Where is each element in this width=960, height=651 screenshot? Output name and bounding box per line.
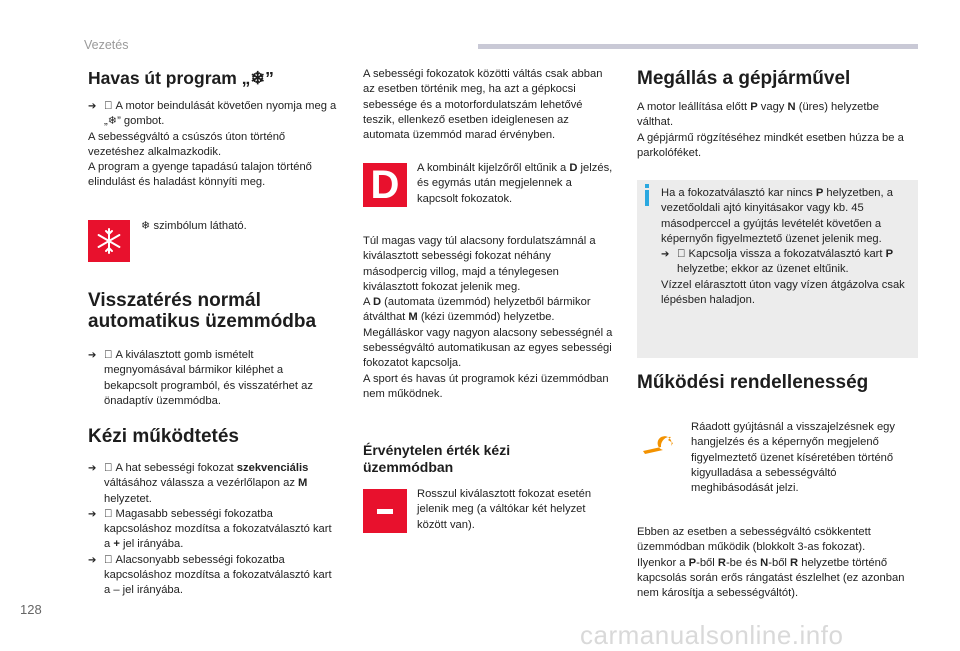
info-bullet-1: ➔ Kapcsolja vissza a fokozatválasztó kart P helyzetbe; ekkor az üzenet eltűnik. <box>661 248 894 276</box>
fault-details <box>637 525 907 601</box>
stop-title: Megállás a gépjárművel <box>637 68 851 89</box>
info-paragraph-2: Vízzel elárasztott úton vagy vízen átgázolva csak lépésben haladjon. <box>661 278 905 307</box>
manual-title: Kézi működtetés <box>88 426 239 447</box>
column-1 <box>88 68 338 191</box>
invalid-value-text: Rosszul kiválasztott fokozat esetén jelenik meg (a váltókar két helyzet között van). <box>417 488 592 531</box>
return-bullet-1: ➔ A kiválasztott gomb ismételt megnyomásával bármikor kiléphet a bekapcsolt programból, és visszatérhet az önadaptív üzemmódba. <box>88 349 313 407</box>
header-bar <box>478 44 918 49</box>
fault-title: Működési rendellenesség <box>637 372 869 393</box>
watermark: carmanualsonline.info <box>580 620 844 650</box>
manual-bullet-3: ➔ Alacsonyabb sebességi fokozatba kapcsoláshoz mozdítsa a fokozatválasztó kart a – jel irányába. <box>88 553 332 597</box>
bullet-icon: ➔ <box>88 101 97 112</box>
snow-paragraph-1: A sebességváltó a csúszós úton történő vezetéshez alkalmazkodik. <box>88 130 286 158</box>
section-title: Vezetés <box>84 38 129 52</box>
shift-details <box>363 234 613 402</box>
shift-paragraph-3: A D (automata üzemmód) helyzetből bármikor átválthat M (kézi üzemmód) helyzetbe. <box>363 296 591 324</box>
dash-icon <box>363 489 407 533</box>
column-2 <box>363 67 613 143</box>
info-icon <box>645 190 649 206</box>
snow-icon-text: ❄ szimbólum látható. <box>141 220 247 232</box>
info-box <box>637 180 918 358</box>
bullet-icon: ➔ <box>661 249 670 261</box>
return-section <box>88 290 338 409</box>
page-number: 128 <box>20 602 42 617</box>
stop-paragraph-2: A gépjármű rögzítéséhez mindkét esetben húzza be a parkolóféket. <box>637 131 904 159</box>
shift-paragraph-4: Megálláskor vagy nagyon alacsony sebességnél a sebességváltó automatikusan az egyes sebességi fokozatot kapcsolja. <box>363 326 613 370</box>
snow-paragraph-2: A program a gyenge tapadású talajon történő elindulást és haladást könnyíti meg. <box>88 161 312 189</box>
d-icon-text: A kombinált kijelzőről eltűnik a D jelzés, és egymás után megjelennek a kapcsolt fokozatok. <box>417 162 613 205</box>
shift-paragraph-2: Túl magas vagy túl alacsony fordulatszámnál a kiválasztott sebességi fokozat néhány másodpercig villog, majd a ténylegesen kiválasztott fokozat jelenik meg. <box>363 235 596 293</box>
info-paragraph-1: Ha a fokozatválasztó kar nincs P helyzetben, a vezetőoldali ajtó kinyitásakor vagy kb. 45 másodperccel a gyújtás levételét követően a képernyőn figyelmeztető üzenet jelenik meg. <box>661 187 893 245</box>
wrench-icon <box>637 426 681 470</box>
info-icon-dot <box>645 184 649 188</box>
bullet-icon: ➔ <box>88 554 97 566</box>
manual-bullet-1: ➔ A hat sebességi fokozat szekvenciális váltásához válassza a vezérlőlapon az M helyzetet. <box>88 462 309 505</box>
fault-paragraph-2: Ilyenkor a P-ből R-be és N-ből R helyzetbe történő kapcsolás során erős rángatást észlelhet (ez azonban nem károsítja a sebességváltót). <box>637 556 905 600</box>
d-letter-icon: D <box>363 163 407 207</box>
snow-bullet-1: ➔ A motor beindulását követően nyomja meg a „❄” gombot. <box>88 100 337 128</box>
manual-section <box>88 426 338 599</box>
fault-icon-text: Ráadott gyújtásnál a visszajelzésnek egy hangjelzés és a képernyőn megjelenő figyelmeztető üzenet kíséretében történő kigyulladása a sebességváltó meghibásodását jelzi. <box>691 421 895 495</box>
return-title: Visszatérés normál automatikus üzemmódba <box>88 290 317 332</box>
bullet-icon: ➔ <box>88 463 97 474</box>
shift-paragraph-1: A sebességi fokozatok közötti váltás csak abban az esetben történik meg, ha azt a gépkocsi sebessége és a motorfordulatszám lehetővé teszik, ellenkező esetben ideiglenesen az automata üzemmód marad érvényben. <box>363 68 603 142</box>
fault-paragraph-1: Ebben az esetben a sebességváltó csökkentett üzemmódban működik (blokkolt 3-as fokozat). <box>637 526 871 554</box>
manual-bullet-2: ➔ Magasabb sebességi fokozatba kapcsoláshoz mozdítsa a fokozatválasztó kart a + jel irányába. <box>88 507 332 551</box>
snow-program-title: Havas út program „❄” <box>88 68 274 88</box>
invalid-value-title: Érvénytelen érték kézi üzemmódban <box>363 442 511 475</box>
snowflake-icon <box>88 220 130 262</box>
shift-paragraph-5: A sport és havas út programok kézi üzemmódban nem működnek. <box>363 372 609 400</box>
bullet-icon: ➔ <box>88 350 97 361</box>
stop-section <box>637 100 907 161</box>
stop-paragraph-1: A motor leállítása előtt P vagy N (üres) helyzetbe válthat. <box>637 101 879 129</box>
bullet-icon: ➔ <box>88 508 97 520</box>
